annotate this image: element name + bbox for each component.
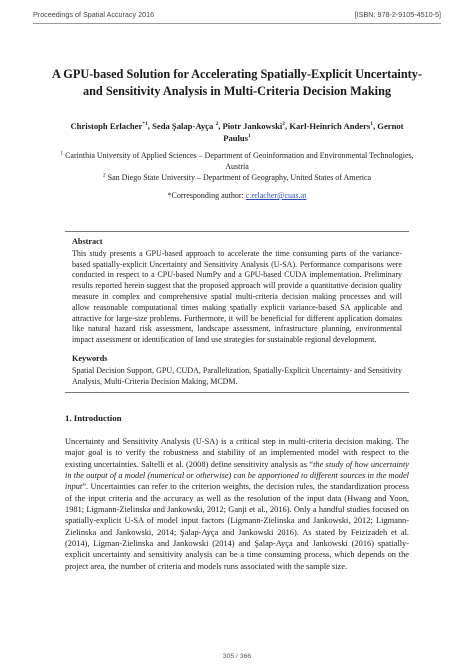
affiliation xyxy=(60,172,414,183)
affiliation xyxy=(60,150,414,172)
author: Piotr Jankowski xyxy=(222,121,283,131)
author: Christoph Erlacher xyxy=(70,121,143,131)
corresponding-author xyxy=(60,191,414,200)
author-sup: *1 xyxy=(142,121,148,128)
keywords-section xyxy=(72,354,402,387)
proceedings-name: Proceedings of Spatial Accuracy 2016 xyxy=(33,10,155,19)
introduction-paragraph xyxy=(65,436,409,572)
author-sup: 2 xyxy=(282,121,286,128)
introduction-body xyxy=(65,436,409,572)
abstract-text: This study presents a GPU-based approach to accelerate the time consuming parts of the variance-based spatially-explicit Uncertainty and Sensitivity Analysis (U-SA). Performance comparisons were conducted in respect to a CPU-based NumPy and a GPU-based CUDA implementation. Preliminary results reported herein suggest that the proposed approach will provide a quantitative decision quality measure in complex and comprehensive spatial multi-criteria decision making processes and will allow reasonable computational times making spatially explicit variance-based SA applicable and attractive for large-size problems. Furthermore, it will be beneficial for different application domains like natural hazard risk assessment, landscape assessment, infrastructure planning, environmental impact assessment or identification of land use strategies for sustainable regional development. xyxy=(72,248,402,345)
author-list: Christoph Erlacher$^{*1}$, Seda Şalap-Ayça $^2$, Piotr Jankowski$^2$, Karl-Heinrich Anders$^1$, Gernot Paulus$^1$ xyxy=(70,121,404,143)
intro-text-start: Uncertainty and Sensitivity Analysis (U-SA) is a critical step in multi-criteria decision making. The major goal is to verify the robustness and stability of an implemented model with respect to the existing uncertainties. Saltelli et al. (2008) define sensitivity analysis as “ xyxy=(65,437,409,469)
affiliation-sup: 2 xyxy=(102,172,106,179)
keywords-text: Spatial Decision Support, GPU, CUDA, Parallelization, Spatially-Explicit Uncertainty- and Sensitivity Analysis, Multi-Criteria Decision Making, MCDM. xyxy=(72,365,402,386)
author-sup: 1 xyxy=(370,121,373,128)
author: Seda Şalap-Ayça xyxy=(152,121,214,131)
corresponding-label: *Corresponding author: xyxy=(167,191,246,200)
keywords-heading: Keywords xyxy=(72,354,108,363)
paper-title: A GPU-based Solution for Accelerating Spatially-Explicit Uncertainty- and Sensitivity Analysis in Multi-Criteria Decision Making xyxy=(51,67,423,98)
abstract-section xyxy=(72,237,402,346)
affiliation-text: San Diego State University – Department of Geography, United States of America xyxy=(107,173,372,182)
author: Gernot Paulus xyxy=(223,121,404,143)
section-heading: 1. Introduction xyxy=(65,413,122,423)
abstract-top-rule xyxy=(65,231,409,232)
keywords-bottom-rule xyxy=(65,392,409,393)
isbn: [ISBN: 978-2-9105-4510-5] xyxy=(354,10,441,19)
affiliation-sup: 1 xyxy=(60,150,64,157)
affiliation-text: Carinthia University of Applied Sciences – Department of Geoinformation and Environmental Technologies, Austria xyxy=(65,151,414,171)
email-link[interactable]: c.erlacher@cuas.at xyxy=(245,191,307,200)
abstract-heading: Abstract xyxy=(72,237,103,246)
author-sup: 1 xyxy=(248,133,251,140)
header-rule xyxy=(33,23,441,24)
author: Karl-Heinrich Anders xyxy=(289,121,371,131)
saltelli-quote: the study of how uncertainty in the output of a model (numerical or otherwise) can be apportioned to different sources in the model input xyxy=(65,459,410,492)
running-header xyxy=(33,10,441,26)
page-number: 305 / 366 xyxy=(222,653,252,660)
intro-text-end: ”. Uncertainties can refer to the criterion weights, the decision rules, the standardization process of the input criteria and the accuracy as well as the resolution of the input data (Hwang and Yoon, 1981; Ligmann-Zielinska and Jankowski, 2012; Ganji et al., 2016). Only a handful studies focused on spatially-explicit U-SA of model input factors (Ligmann-Zielinska and Jankowski, 2012; Ligmann-Zielinska and Jankowski, 2014; Şalap-Ayça and Jankowski 2016). As stated by Feizizadeh et al. (2014), Ligman-Zielinska and Jankowski (2014) and Şalap-Ayça and Jankowski (2016) spatially-explicit uncertainty and sensitivity analysis can be a time consuming process, which depends on the project area, the number of criteria and models runs associated with the sample size. xyxy=(65,482,409,571)
author-sup: 2 xyxy=(215,121,219,128)
affiliations xyxy=(60,150,414,183)
